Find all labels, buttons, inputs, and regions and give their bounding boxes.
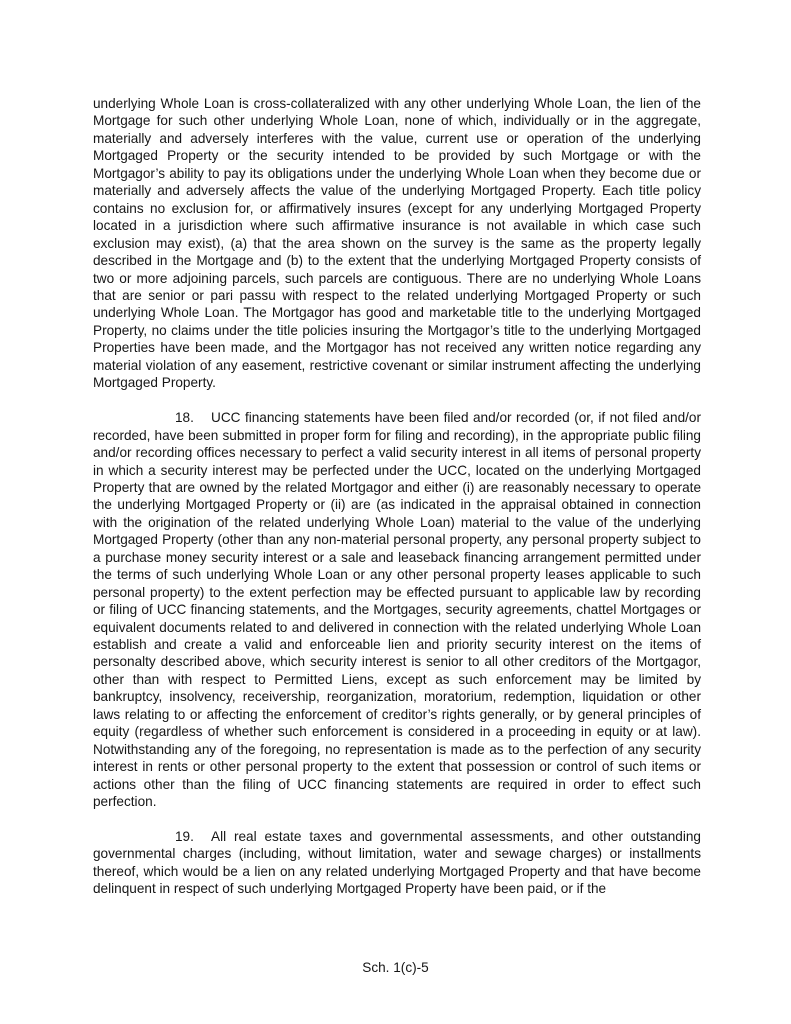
paragraph (93, 95, 701, 392)
paragraph (93, 828, 701, 898)
paragraph-text: All real estate taxes and governmental assessments, and other outstanding governmental charges (including, without limitation, water and sewage charges) or installments thereof, which would be a lien on any related underlying Mortgaged Property and that have become delinquent in respect of such underlying Mortgaged Property have been paid, or if the (93, 829, 701, 897)
paragraph-text: UCC financing statements have been filed and/or recorded (or, if not filed and/or recorded, have been submitted in proper form for filing and recording), in the appropriate public filing and/or recording offices necessary to perfect a valid security interest in all items of personal property in which a security interest may be perfected under the UCC, located on the underlying Mortgaged Property that are owned by the related Mortgagor and either (i) are reasonably necessary to operate the underlying Mortgaged Property or (ii) are (as indicated in the appraisal obtained in connection with the origination of the related underlying Whole Loan) material to the value of the underlying Mortgaged Property (other than any non-material personal property, any personal property subject to a purchase money security interest or a sale and leaseback financing arrangement permitted under the terms of such underlying Whole Loan or any other personal property leases applicable to such personal property) to the extent perfection may be effected pursuant to applicable law by recording or filing of UCC financing statements, and the Mortgages, security agreements, chattel Mortgages or equivalent documents related to and delivered in connection with the related underlying Whole Loan establish and create a valid and enforceable lien and priority security interest on the items of personalty described above, which security interest is senior to all other creditors of the Mortgagor, other than with respect to Permitted Liens, except as such enforcement may be limited by bankruptcy, insolvency, receivership, reorganization, moratorium, redemption, liquidation or other laws relating to or affecting the enforcement of creditor’s rights generally, or by general principles of equity (regardless of whether such enforcement is considered in a proceeding in equity or at law). Notwithstanding any of the foregoing, no representation is made as to the perfection of any security interest in rents or other personal property to the extent that possession or control of such items or actions other than the filing of UCC financing statements are required in order to effect such perfection. (93, 410, 701, 810)
page-footer (0, 959, 791, 976)
paragraph-text: underlying Whole Loan is cross-collateralized with any other underlying Whole Loan, the lien of the Mortgage for such other underlying Whole Loan, none of which, individually or in the aggregate, materially and adversely interferes with the value, current use or operation of the underlying Mortgaged Property or the security intended to be provided by such Mortgage or with the Mortgagor’s ability to pay its obligations under the underlying Whole Loan when they become due or materially and adversely affects the value of the underlying Mortgaged Property. Each title policy contains no exclusion for, or affirmatively insures (except for any underlying Mortgaged Property located in a jurisdiction where such affirmative insurance is not available in which case such exclusion may exist), (a) that the area shown on the survey is the same as the property legally described in the Mortgage and (b) to the extent that the underlying Mortgaged Property consists of two or more adjoining parcels, such parcels are contiguous. There are no underlying Whole Loans that are senior or pari passu with respect to the related underlying Mortgaged Property or such underlying Whole Loan. The Mortgagor has good and marketable title to the underlying Mortgaged Property, no claims under the title policies insuring the Mortgagor’s title to the underlying Mortgaged Properties have been made, and the Mortgagor has not received any written notice regarding any material violation of any easement, restrictive covenant or similar instrument affecting the underlying Mortgaged Property. (93, 96, 701, 391)
paragraph (93, 409, 701, 810)
page-number: Sch. 1(c)-5 (362, 960, 429, 975)
paragraph-number: 18. (175, 410, 194, 426)
paragraph-number: 19. (175, 829, 194, 844)
document-body (93, 95, 701, 898)
